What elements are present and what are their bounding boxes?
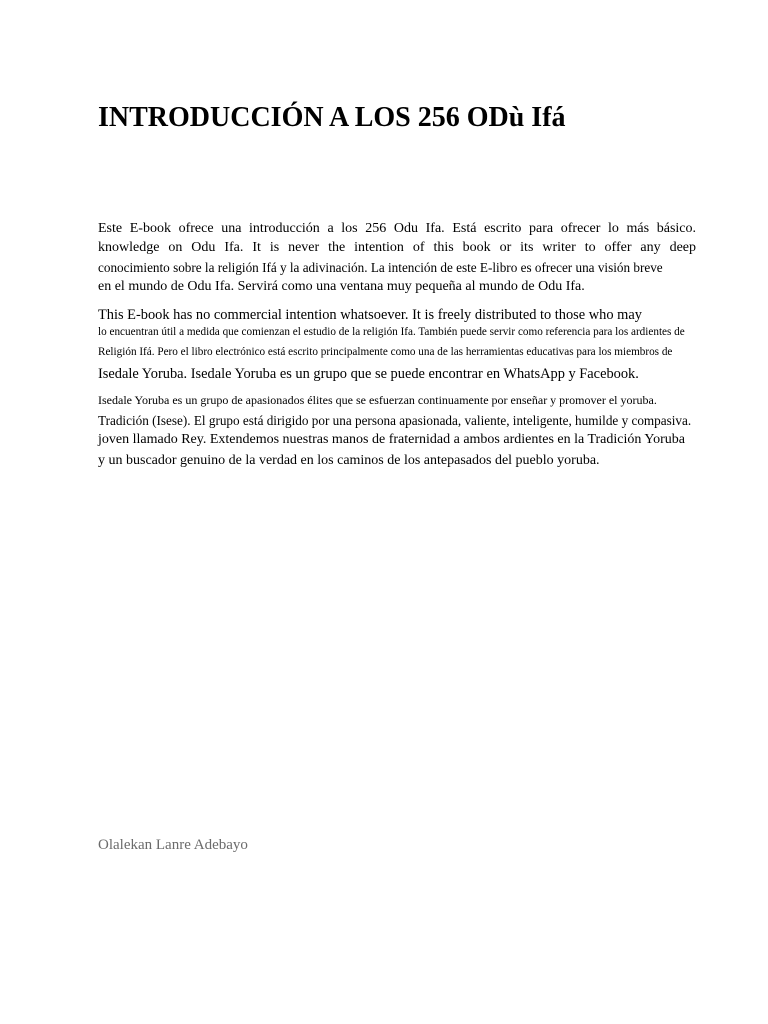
text-line: Religión Ifá. Pero el libro electrónico está escrito principalmente como una de las herramientas educativas para los miembros de [98,346,673,358]
text-line: joven llamado Rey. Extendemos nuestras manos de fraternidad a ambos ardientes en la Tradición Yoruba [98,432,685,447]
text-line: conocimiento sobre la religión Ifá y la adivinación. La intención de este E-libro es ofrecer una visión breve [98,260,663,275]
text-line: Tradición (Isese). El grupo está dirigido por una persona apasionada, valiente, inteligente, humilde y compasiva. [98,413,692,428]
text-line: y un buscador genuino de la verdad en los caminos de los antepasados del pueblo yoruba. [98,453,600,468]
text-line: This E-book has no commercial intention whatsoever. It is freely distributed to those who may [98,307,642,323]
text-line: Isedale Yoruba es un grupo de apasionados élites que se esfuerzan continuamente por enseñar y promover el yoruba. [98,393,657,407]
document-title: INTRODUCCIÓN A LOS 256 ODù Ifá [98,102,566,133]
text-line: knowledge on Odu Ifa. It is never the intention of this book or its writer to offer any deep [98,240,696,255]
text-line: en el mundo de Odu Ifa. Servirá como una ventana muy pequeña al mundo de Odu Ifa. [98,279,585,294]
text-line: Isedale Yoruba. Isedale Yoruba es un grupo que se puede encontrar en WhatsApp y Facebook. [98,366,639,382]
text-line: Este E-book ofrece una introducción a los 256 Odu Ifa. Está escrito para ofrecer lo más básico. [98,221,696,236]
author-name: Olalekan Lanre Adebayo [98,837,248,853]
text-line: lo encuentran útil a medida que comienzan el estudio de la religión Ifa. También puede servir como referencia para los ardientes de [98,326,685,338]
